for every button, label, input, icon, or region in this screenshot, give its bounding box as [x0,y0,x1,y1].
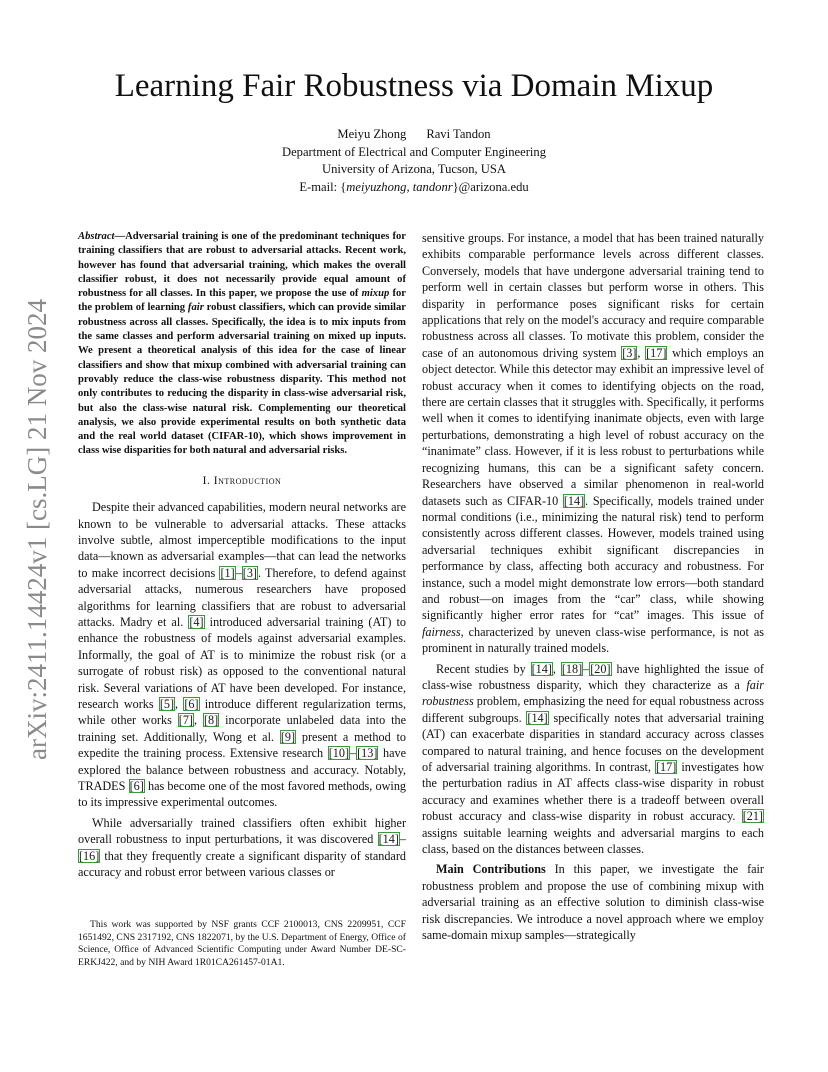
left-column [78,230,406,881]
right-paragraph-2: Recent studies by [14], [18]–[20] have highlighted the issue of class-wise robustness disparity, which they characterize as a fair robustness problem, emphasizing the need for equal robustness across different subgroups. [14] specifically notes that adversarial training (AT) can exacerbate disparities in standard accuracy across classes compared to natural training, and hence focuses on the development of adversarial training algorithms. In contrast, [17] investigates how the perturbation radius in AT affects class-wise disparity in robust accuracy and examines whether there is a tradeoff between overall robust accuracy and class-wise disparity in robust accuracy. [21] assigns suitable learning weights and adversarial margins to each class, based on the distances between classes. [422,661,764,857]
abstract: Abstract—Adversarial training is one of the predominant techniques for training classifiers that are robust to adversarial attacks. Recent work, however has found that adversarial training, which makes the overall classifier robust, it does not necessarily provide equal amount of robustness for all classes. In this paper, we propose the use of mixup for the problem of learning fair robust classifiers, which can provide similar robustness across all classes. Specifically, the idea is to mix inputs from the same classes and perform adversarial training on mixed up inputs. We present a theoretical analysis of this idea for the case of linear classifiers and show that mixup combined with adversarial training can provably reduce the class-wise robustness disparity. This method not only contributes to reducing the disparity in class-wise adversarial risk, but also the class-wise natural risk. Complementing our theoretical analysis, we also provide experimental results on both synthetic data and the real world dataset (CIFAR-10), which shows improvement in class wise disparities for both natural and adversarial risks. [78,231,406,457]
citation-link[interactable]: [1] [220,565,235,580]
author-name: Ravi Tandon [426,127,491,141]
citation-link[interactable]: [6] [129,779,144,794]
citation-link[interactable]: [7] [178,713,193,728]
right-paragraph-3: Main Contributions In this paper, we investigate the fair robustness problem and propose the use of combining mixup with adversarial training as an effective solution to diminish class-wise risk discrepancies. We introduce a novel approach where we employ same-domain mixup samples—strategically [422,862,764,943]
paper-title: Learning Fair Robustness via Domain Mixup [114,68,714,104]
author-email: E-mail: {meiyuzhong, tandonr}@arizona.edu [299,179,529,194]
citation-link[interactable]: [4] [189,615,204,629]
right-column [422,230,764,943]
citation-link[interactable]: [10] [328,746,350,761]
citation-link[interactable]: [17] [646,345,667,360]
section-heading-introduction: I. Introduction [202,474,282,487]
citation-link[interactable]: [14] [563,493,585,508]
citation-link[interactable]: [9] [280,729,296,744]
citation-link[interactable]: [3] [622,345,637,360]
citation-link[interactable]: [13] [357,746,378,761]
intro-paragraph-1: Despite their advanced capabilities, modern neural networks are known to be vulnerable to adversarial attacks. These attacks involve subtle, almost imperceptible modifications to the input data—known as adversarial examples—that can lead the networks to make incorrect decisions [1]–[3]. Therefore, to defend against adversarial attacks, numerous researchers have proposed algorithms for learning classifiers that are robust to adversarial attacks. Madry et al. [4] introduced adversarial training (AT) to enhance the robustness of models against adversarial examples. Informally, the goal of AT is to minimize the robust risk (or a surrogate of robust risk) as opposed to the conventional natural risk. Several variations of AT have been developed. For instance, research works [5], [6] introduce different regularization terms, while other works [7], [8] incorporate unlabeled data into the training set. Additionally, Wong et al. [9] present a method to expedite the training process. Extensive research [10]–[13] have explored the balance between robustness and accuracy. Notably, TRADES [6] has become one of the most favored methods, owing to its impressive experimental outcomes. [78,500,407,810]
funding-footnote: This work was supported by NSF grants CCF 2100013, CNS 2209951, CCF 1651492, CNS 2317192, CNS 1822071, by the U.S. Department of Energy, Office of Science, Office of Advanced Scientific Computing under Award Number DE-SC-ERKJ422, and by NIH Award 1R01CA261457-01A1. [78,919,406,968]
arxiv-identifier[interactable]: arXiv:2411.14424v1 [cs.LG] 21 Nov 2024 [22,299,52,760]
citation-link[interactable]: [21] [742,809,763,824]
citation-link[interactable]: [6] [184,697,199,712]
intro-paragraph-2: While adversarially trained classifiers often exhibit higher overall robustness to input perturbations, it was discovered [14]–[16] that they frequently create a significant disparity of standard accuracy and robust error between various classes or [78,815,406,880]
citation-link[interactable]: [20] [590,661,611,676]
affiliation-department: Department of Electrical and Computer Engineering [281,144,547,159]
author-block [0,126,828,196]
affiliation-university: University of Arizona, Tucson, USA [321,162,506,176]
right-paragraph-1: sensitive groups. For instance, a model that has been trained naturally exhibits comparable performance levels across different classes. Conversely, models that have undergone adversarial training tend to perform well in certain classes but perform worse in others. This disparity in performance poses significant risks for certain applications that rely on the model's accuracy and require comparable robustness across all classes. To motivate this problem, consider the case of an autonomous driving system [3], [17] which employs an object detector. While this detector may exhibit an impressive level of robust accuracy when it comes to identifying objects on the road, there are certain classes that it struggles with. Specifically, it performs well when it comes to identifying inanimate objects, even with large perturbations, demonstrating a high level of robust accuracy on the “inanimate” class. However, if it is less robust to perturbations while recognizing humans, this can be a significant safety concern. Researchers have observed a similar phenomenon in real-world datasets such as CIFAR-10 [14]. Specifically, models trained under normal conditions (i.e., minimizing the natural risk) tend to perform consistently across different classes. However, models trained using adversarial techniques exhibit significant discrepancies in performance by class, affecting both accuracy and robustness. For instance, such a model might demonstrate low errors—both standard and robust—on images from the “car” class, while showing significantly higher error rates for “cat” images. This issue of fairness, characterized by uneven class-wise performance, is not as prominent in naturally trained models. [422,231,764,656]
citation-link[interactable]: [18] [561,661,583,676]
citation-link[interactable]: [14] [378,832,399,847]
citation-link[interactable]: [14] [531,661,552,676]
citation-link[interactable]: [14] [527,710,548,725]
citation-link[interactable]: [8] [204,713,219,728]
author-names [0,126,828,144]
main-contributions-label: Main Contributions [436,862,546,877]
author-name: Meiyu Zhong [337,127,407,141]
abstract-label: Abstract [78,231,115,242]
citation-link[interactable]: [17] [655,760,677,774]
citation-link[interactable]: [16] [79,848,100,863]
citation-link[interactable]: [3] [242,565,257,580]
citation-link[interactable]: [5] [159,697,175,712]
